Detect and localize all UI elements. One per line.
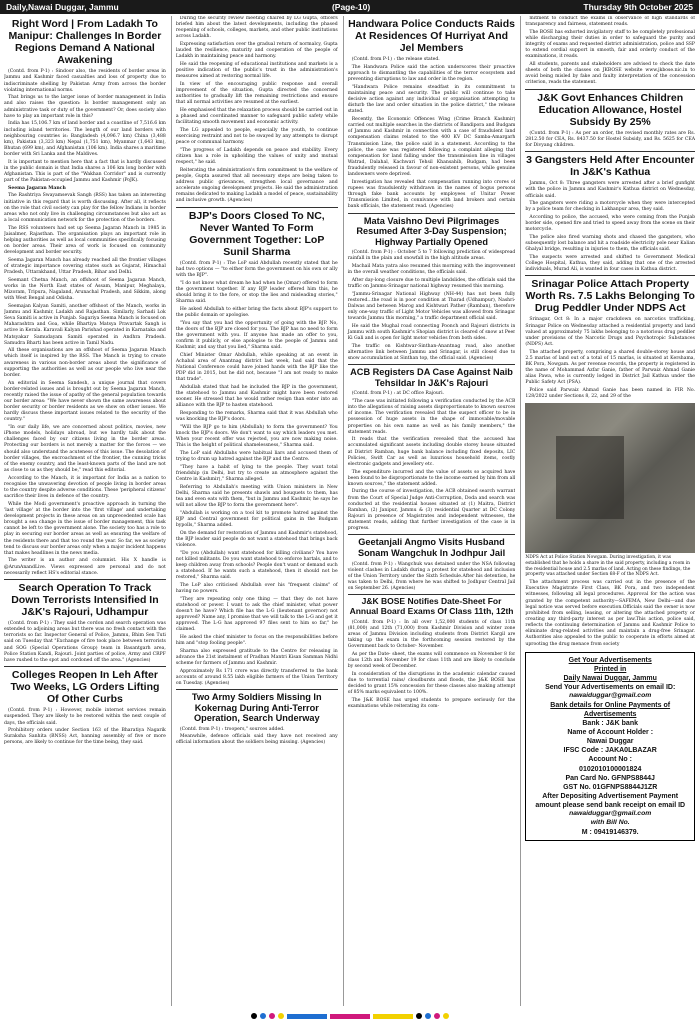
article-paragraph: (Contd. from P-1) : In all over 1,52,000 students of class 11th (81,000) and 12th (71,000) from Kashmir Division and winter zone areas of Jammu Division including students from District Kargil are taking up the exam in the forthcoming session restored by the Government back to October- November.	[347, 619, 516, 650]
article-paragraph: Reiterating the administration's firm commitment to the welfare of people, Gupta assured that all necessary steps are being taken to address public grievances, strengthen local governance and accelerate ongoing development projects. He said the administration remains dedicated to making Ladakh a model of peace, sustainability and inclusive growth. (Agencies)	[175, 167, 338, 204]
article-paragraph: The LG appealed to people, especially the youth, to continue exercising restraint and not to be swayed by any attempts to disrupt peace or communal harmony.	[175, 127, 338, 146]
article-paragraph: He said the Mughal road connecting Poonch and Rajouri districts in Jammu with south Kashmir's Shopian district is cleared of snow at Peer Ki Gali and is open for light motor vehicles from both sides.	[347, 323, 516, 342]
article-paragraph: Approximately Rs 171 crore was directly transferred to the bank accounts of around 8.55 lakh eligible farmers of the Union Territory on Tuesday. (Agencies)	[175, 668, 338, 686]
article-paragraph: Machail Mata yatra also resumed this morning with the improvement in the overall weather conditions, the officials said.	[347, 264, 516, 276]
ad-line: Daily Nawai Duggar, Jammu	[563, 674, 657, 682]
article-paragraph: "I do not know what dream he had when he (Omar) offered to form the government together. If any BJP leader offered him this, he should bring it to the fore, or stop the lies and misleading stories," Sharma said.	[175, 280, 338, 305]
article-paragraph: "They have a habit of lying to the people. They want total friendship (in Delhi, but try to create an atmosphere against the Centre in Kashmir)," Sharma alleged.	[175, 464, 338, 482]
masthead	[0, 0, 699, 14]
registration-dot	[251, 1013, 257, 1019]
article-paragraph: Responding to the remarks, Sharma said that it was Abdullah who was knocking the BJP's doors.	[175, 411, 338, 423]
article-paragraph: (Contd. from P-1) : However, mobile internet services remain suspended. They are likely to be restored within the next couple of days, the officials said.	[4, 708, 166, 726]
color-registration-strip	[0, 1008, 699, 1024]
article-paragraph: "The progress of Ladakh depends on peace and stability. Every citizen has a role in upholding the values of unity and mutual respect," he said.	[175, 147, 338, 166]
divider	[525, 151, 695, 152]
column-2	[171, 16, 338, 1006]
article-paragraph: The LoP said Abdullahs were habitual liars and accused them of trying to drum up hatred against the BJP and the Centre.	[175, 450, 338, 463]
divider	[176, 689, 338, 690]
article-paragraph: During the course of investigation, the ACB obtained search warrant from the Court of Special Judge Anti-Corruption, Doda and search was conducted at the residential houses situated at (1) Maitra, District Ramban, (2) Janipur, Jammu & (3) residential Quarter at DC Colony Rajouri in presence of Magistrates and independent witnesses, the statement reads, adding that further investigation of the case is in progress.	[347, 489, 516, 532]
headline-vaishno-devi[interactable]: Mata Vaishno Devi Pilgrimages Resumed After 3-Day Suspension; Highway Partially Opened	[356, 215, 507, 247]
ad-email[interactable]: nawaiduggar@gmail.com	[569, 692, 652, 700]
ad-line: Account No :	[588, 756, 632, 764]
article-paragraph: He asked Abdullah to either bring the facts about BJP's support to the public domain or apologise.	[175, 306, 338, 318]
ad-line: Bank details for Online Payments of Advertisements	[550, 701, 671, 718]
ad-line: Pan Card No. GFNPS8844J	[565, 774, 655, 782]
article-subheading: Seema Jagaran Manch	[8, 185, 66, 191]
photo-caption: NDPS Act at Police Station Nowgam. During investigation, it was established that he holds a share in the said property, including a room in the residential house and 2.5 marlas of land. Acting on these findings, the property was attached under Section 68-F of the NDPS Act.	[525, 555, 691, 578]
article-paragraph: The suspects were arrested and shifted to Government Medical College Hospital, Kathua, they said, adding that one of the arrested individuals, Murad Ali, is wanted in four cases in Kathua district.	[525, 254, 696, 273]
article-paragraph: Expressing satisfaction over the gradual return of normalcy, Gupta lauded the resilience, maturity and cooperation of the people of Ladakh in maintaining peace and harmony.	[175, 42, 338, 60]
article-paragraph: The J&K BOSE has urged students to prepare seriously for the examinations while reiterating its com-	[347, 698, 516, 710]
divider	[348, 213, 516, 214]
article-paragraph: As per the Date- sheet, the exams will commence on November 8 for class 12th and November 19 for class 11th and are likely to conclude by second week of December.	[347, 652, 516, 670]
article-paragraph: "They are repeating only one thing — that they do not have statehood or power. I want to ask the chief minister, what power doesn't he have? Which file has the L-G (lieutenant governor) not approved? Name any, I promise that we will talk to the L-G and get it approved. The L-G has approved 97 files sent to him so far," he claimed.	[175, 596, 338, 633]
newspaper-columns	[4, 16, 695, 1006]
article-paragraph: While the Modi government's proactive approach in turning the 'last village' at the border into the 'first village' and undertaking development projects in these areas on an unprecedented scale has brought a sea change in the issue of border management, this task cannot be left to the government alone. The society too has a role to play in securing our border areas as well as ensuring the welfare of the residents there and that too round the year. So far, we as society tend to discuss our border areas only when a major incident happens that makes headlines in the news media.	[4, 501, 166, 556]
article-paragraph: (Contd. from P-1) : As per an order, the revised monthly rates are Rs. 2812.50 for CEA, Rs. 8437.50 for Hostel Subsidy, and Rs. 5625 for CEA for Divyang children.	[525, 130, 696, 149]
article-paragraph: Prohibitory orders under Section 163 of the Bharatiya Nagarik Suraksha Sanhita (BNSS) Act, banning assembly of five or more persons, are likely to continue for the time being, they said.	[4, 728, 166, 746]
ad-phone: M : 09419146379.	[581, 828, 639, 836]
registration-dot	[269, 1013, 275, 1019]
article-paragraph: Police said Parwaiz Ahmad Ganie has been named in FIR No. 128/2022 under Sections 8, 22, and 29 of the	[525, 387, 696, 400]
article-paragraph: "You say that you had the opportunity of going with the BJP. No, the doors of the BJP are closed for you. The BJP has no need to form the government with you. If anyone has made an offer to you, confirm it publicly, or else apologise to the people of Jammu and Kashmir, and say that you lied," Sharma said.	[175, 320, 338, 351]
article-paragraph: The Handwara Police said the action underscores their proactive approach to dismantling the capabilities of the terror ecosystem and preventing disruptions to law and order in the region.	[347, 64, 516, 83]
divider	[525, 89, 695, 90]
article-paragraph: India has 15,106.7 km of land border and a coastline of 7,516.6 km including island territories. The length of our land borders with neighbouring countries is: Bangladesh (4,096.7 km) China (3,488 km), Pakistan (3,323 km) Nepal (1,751 km), Myanmar (1,643 km), Bhutan (699 km), and Afghanistan (106 km). India shares a maritime border with Sri Lanka and the Maldives.	[4, 121, 166, 158]
article-paragraph: (Contd. from P-1) : Wangchuk was detained under the NSA following violent clashes in Ladakh during a protest for statehood and inclusion of the Union Territory under the Sixth Schedule.After his detention, he was taken to Delhi, from where he was shifted to Jodhpur Central Jail on September 26. (Agencies)	[347, 561, 516, 592]
article-paragraph: Meanwhile, defence officials said they have not received any official information about the soldiers being missing. (Agencies)	[175, 734, 338, 746]
article-paragraph: An editorial in Seema Sandesh, a unique journal that covers border-related issues and is brought out by Seema Jagaran Manch, recently raised the issue of apathy of the general population towards our border areas: "We have never shown the same awareness about border security or border residents as we show on other issues. We hardly discuss these important issues related to the security of the country."	[4, 380, 166, 423]
ad-line: 0102010100001824	[579, 765, 642, 773]
article-paragraph: The gangsters were riding a motorcycle when they were intercepted by a police team for checking in Lakhanpur area, they said.	[525, 201, 696, 213]
headline-colleges-reopen[interactable]: Colleges Reopen In Leh After Two Weeks, LG Orders Lifting Of Other Curbs	[10, 669, 160, 706]
article-paragraph: All students, parents and stakeholders are advised to check the date sheets of both the classes on JKBOSE website www.jkbose.nic.in to avoid being misled by fake and faulty interpretation of the concession criterion, reads the statement.	[525, 61, 696, 86]
divider	[4, 579, 166, 580]
article-paragraph: Seemajan Kalyan Samiti, another offshoot of the Manch, works in Jammu and Kashmir, Ladakh and Rajasthan. Similarly, Sarhadi Lok Seva Samiti is active in Punjab. Sagariya Seema Manch is focused on Maharashtra and Goa, while Bhartiya Matsya Pravartak Sangh is active in Kerala. Karavali Kalyan Parishad operated in Karnataka and Matsyakar Samudayam Samiti operated in Andhra Pradesh. Samudra Bharti has been active in Tamil Nadu.	[4, 303, 166, 346]
article-paragraph: According to the Manch, it is important for India as a nation to recognise the unwavering devotion of people living in border areas to the country despite adverse conditions. These 'peripheral citizens' sacrifice their lives in defence of the country.	[4, 475, 166, 500]
article-paragraph: The attached property, comprising a shared double-storey house and 2.5 marlas of land out of a total of 15 marlas, is situated at Kershama, BK Pora, Nowgam. As per revenue records, the property is registered in the name of Mohammad Azfar Ganie, father of Parwaiz Ahmad Ganie alias Pawa, who is currently lodged in District Jail Kathua under the Public Safety Act (PSA).	[525, 349, 696, 386]
article-paragraph: "Jammu-Srinagar National Highway (NH-44) has not been fully restored...the road is in poor condition at Tharad (Udhampur), Nashri-Dalwas and between Marog and Kishtwari Pather (Ramban), therefore only one-way traffic of Light Motor Vehicles was allowed from Srinagar towards Jammu this morning," a traffic department official said.	[347, 291, 516, 322]
article-paragraph: (Contd. from P-1) : They said the cordon and search operation was extended to adjoining areas but there was no fresh contact with the terrorists so far. Inspector General of Police, Jammu, Bhim Sen Tuti said on Tuesday that "Exchange of fire took place between terrorists and SOG (Special Operations Group) team in Basantgarh area, Police Station Kandi, Rajouri. Joint parties of police, Army and CRPF have rushed to the spot and cordoned off the area." (Agencies)	[4, 621, 166, 663]
article-paragraph: Seemant Chetna Manch, an offshoot of Seema Jagaran Manch, works in the North East states of Assam, Manipur, Meghalaya, Mizoram, Tripura, Nagaland, Arunachal Pradesh, and Sikkim, along with West Bengal and Odisha.	[4, 277, 166, 302]
registration-bar	[330, 1014, 370, 1019]
article-paragraph: The police also fired warning shots and chased the gangsters, who subsequently lost balance and hit a roadside electricity pole near Kalian Ghalyal bridge, resulting in injuries to them, the officials said.	[525, 234, 696, 253]
article-paragraph: "Will the BJP go to him (Abdullah) to form the government? You knock the BJP's doors. We don't want to say which leaders you met. When your recent offer was rejected, you are now making noise. This is the height of political shamelessness," Sharma said.	[175, 424, 338, 449]
article-paragraph: (Contd. from P-1) : The LoP said Abdullah recently stated that he had two options — "to either form the government on his own or ally with the BJP".	[175, 260, 338, 279]
article-paragraph: The BOSE has exhorted invigilatory staff to be completely professional while discharging their duties in order to safeguard the purity and integrity of exams and requested district administration, police and SSP to extend cordial support in smooth, fair and orderly conduct of the examinations, it reads.	[525, 29, 696, 60]
article-paragraph: He emphasised that the relaxation process should be carried out in a phased and coordinated manner to safeguard public safety while facilitating smooth movement and economic activity.	[175, 107, 338, 126]
article-paragraph: In view of the encouraging public response and overall improvement of the situation, Gupta directed the concerned authorities to gradually lift the remaining restrictions and ensure that all normal activities are resumed at the earliest.	[175, 81, 338, 106]
article-paragraph: Sharma also expressed gratitude to the Centre for releasing in advance the 21st instalment of Pradhan Mantri Kisan Samman Nidhi scheme for farmers of Jammu and Kashmir.	[175, 648, 338, 666]
ad-line: After Depositing Advertisement Payment amount please send bank receipt on email ID	[535, 792, 686, 809]
headline-right-word[interactable]: Right Word | From Ladakh To Manipur: Challenges In Border Regions Demand A National Awakening	[8, 18, 162, 67]
article-paragraph: "Handwara Police remains steadfast in its commitment to maintaining peace and security. The public will continue to take decisive action against any individual or organisation attempting to disturb the law and order situation in the police district," the release stated.	[347, 84, 516, 115]
article-paragraph: He said the reopening of educational institutions and markets is a positive indication of the public's trust in the administration's measures aimed at restoring normal life.	[175, 61, 338, 80]
ad-line: Printed in	[594, 665, 627, 673]
column-3	[343, 16, 516, 1006]
article-paragraph: It reads that the verification revealed that the accused has accumulated significant assets including double storey house situated at District Ramban, huge bank balance including fixed deposits, LIC Policies, Swift Car as well as luxurious household items, costly electronic gadgets and jewellery etc.	[347, 437, 516, 467]
article-paragraph: Jammu, Oct 8: Three gangsters were arrested after a brief gunfight with the police in Jammu and Kashmir's Kathua district on Wednesday, officials said.	[525, 181, 696, 199]
article-paragraph: In consideration of the disruptions in the academic calendar caused due to torrential rains/ cloudbursts and floods, the J&K BOSE has decided to grant 15% concession for these classes also making attempt of 85% marks equivalent to 100%.	[347, 671, 516, 696]
article-paragraph: Chief Minister Omar Abdullah, while speaking at an event in Achabal area of Anantnag district last week, had said that the National Conference could have joined hands with the BJP like the PDP did in 2015, but he did not, because "I am not ready to make that trade".	[175, 352, 338, 383]
advertisement-box	[525, 652, 695, 841]
article-paragraph: (Contd. from P-1) : October 5 to 7 following prediction of widespread rainfall in the plain and snowfall in the high altitude areas.	[347, 250, 516, 262]
ad-line: Nawai Duggar	[586, 738, 634, 746]
article-paragraph: It is important to mention here that a fact that is hardly discussed in the public domain is that India shares a 106 km long border with Afghanistan. This is part of the "Wakhan Corridor" and is currently part of the Pakistan-occupied Jammu and Kashmir (PoJK).	[4, 159, 166, 184]
registration-bar	[373, 1014, 413, 1019]
divider	[4, 666, 166, 667]
headline-srinagar-property[interactable]: Srinagar Police Attach Property Worth Rs. 7.5 Lakhs Belonging To Drug Peddler Under NDPS Act	[525, 278, 695, 315]
article-paragraph: On the demand for restoration of Jammu and Kashmir's statehood, the BJP leader said people do not want a statehood that brings back violence.	[175, 530, 338, 548]
registration-dot	[416, 1013, 422, 1019]
article-paragraph: That brings us to the larger issue of border management in India and also raises the question: Is border management only an administrative task or duty of the government? Or, does society also have to play an important role in this?	[4, 95, 166, 119]
article-paragraph: Referring to Abdullah's meeting with Union ministers in New Delhi, Sharma said he presents shawls and bouquets to them, has tea and even eats with them, "but in Jammu and Kashmir, he says he will not allow the BJP to form the government here".	[175, 484, 338, 509]
registration-dot	[278, 1013, 284, 1019]
article-paragraph: "In our daily life, we are concerned about politics, movies, new iPhone models, holidays abroad, but we hardly talk about the challenges faced by our citizens living in the border areas. Protecting our borders is not merely a matter for the forces — we should also understand the acuteness of this issue. The desolation of border villages, the encroachment of the frontier, the cunning tricks of the enemy country, and the least-known parts of the land are not as close to us as they should be," read this editorial.	[4, 424, 166, 473]
article-paragraph: (Contd. from P-1) : troopers," sources added.	[179, 726, 285, 732]
article-paragraph: Investigation has revealed that compensation running into crores of rupees was fraudulently withdrawn in the names of bogus persons through fake bank accounts by employees of Unitar Power Transmission Limited, in connivance with land brokers and certain bank officials, the statement read. (Agencies)	[347, 179, 516, 210]
registration-dot	[434, 1013, 440, 1019]
article-paragraph: The expenditure incurred and the value of assets so acquired have been found to be disproportionate to the income earned by him from all known sources," the statement added.	[347, 469, 516, 487]
headline-bjp-doors-closed[interactable]: BJP's Doors Closed To NC, Never Wanted To Form Government Together: LoP Sunil Sharma	[188, 209, 325, 258]
ad-line: Send Your Advertisements on email ID:	[545, 683, 676, 691]
article-paragraph: The RSS volunteers had set up Seema Jagaran Manch in 1985 in Jaisalmer, Rajasthan. The organisation plays an important role in helping authorities as well as local communities specifically focusing on border areas. Their area of work is focused on community development and border security.	[4, 225, 166, 256]
article-paragraph: mitment to conduct the exams in observance of high standards of transparency and fairness, statement reads.	[525, 16, 696, 28]
article-paragraph: "The case was initiated following a verification conducted by the ACB into the allegations of raising assets disproportionate to known sources of income. The verification revealed that the suspect officer to be in possession of huge assets in the shape of immovable/movable properties on his own name as well as his family members," the statement reads.	[347, 398, 516, 435]
article-paragraph: He asked the chief minister to focus on the responsibilities before him and "stop fooling people".	[175, 634, 338, 646]
article-paragraph: The writer is an author and columnist. His X handle is @ArunAnandLive. Views expressed are personal and do not necessarily reflect HS's editorial stance.	[4, 558, 166, 576]
ad-line: Bank : J&K bank	[582, 720, 638, 728]
article-paragraph: The traffic on Kishtwar-Sinthan-Anantnag road, also another alternative link between Jammu and Srinagar, is still closed due to snow accumulation at Sinthan top, the official said. (Agencies)	[347, 343, 516, 362]
article-paragraph: All these organisations are an offshoot of Seema Jagaran Manch which itself is inspired by the RSS. The Manch is trying to create awareness in various non-border areas about the significance of supporting the authorities as well as our people who live near the border.	[4, 348, 166, 378]
article-paragraph: After day-long closure due to multiple landslides, the officials said the traffic on Jammu-Srinagar national highway resumed this morning.	[347, 277, 516, 289]
ad-email[interactable]: nawaiduggar@gmail.com	[569, 810, 652, 818]
headline-search-operation[interactable]: Search Operation To Track Down Terrorists Intensified In J&K's Rajouri, Udhampur	[11, 581, 159, 618]
article-paragraph: The LoP also criticised Abdullah over his "frequent claims" of having no powers.	[175, 582, 338, 594]
divider	[525, 275, 695, 276]
ad-line: Name of Account Holder :	[567, 729, 654, 737]
column-1	[4, 16, 166, 1006]
article-paragraph: The Rashtriya Swayamsevak Sangh (RSS) has taken an interesting initiative in this regard that is worth discussing. After all, it reflects on the role that civil society can play for the fellow Indians in border areas who not only live in challenging circumstances but also act as a local communication network for the protection of the borders.	[4, 193, 166, 223]
article-paragraph: "Abdullah is working on a tool kit to promote hatred against the BJP and Central government for political gains in the Budgam bypolls," Sharma added.	[175, 510, 338, 528]
ad-line: IFSC Code : JAKA0LBAZAR	[563, 747, 657, 755]
ad-line: Get Your Advertisements	[568, 656, 652, 664]
ad-line: GST No. 01GFNPS8844J1ZR	[563, 783, 658, 791]
divider	[348, 594, 516, 595]
article-paragraph: "Do you (Abdullah) want statehood for killing civilians? You have not killed militants. Do you want statehood to enforce hartals, and to keep children away from schools? People don't want or demand such a statehood. If he wants such a statehood, then it should not be restored," Sharma said.	[175, 550, 338, 581]
article-paragraph: (Contd. from P-1) : at DC office Rajouri.	[351, 391, 445, 397]
article-paragraph: Recently, the Economic Offences Wing (Crime Branch Kashmir) carried out multiple searches in the districts of Bandipora and Budgam of Jammu and Kashmir in connection with a case of fraudulent land compensation claims related to the 400 KV DC Samba-Amargarh Transmission Line, the police said in a statement. According to the police, the case was registered following a complaint alleging that compensation for land falling under the transmission line in villages Watrad, Dalahal, Kachwari Tehsil Khansahib, Budgam, had been fraudulently released in favour of non-existent persons, while genuine landowners were deprived.	[347, 116, 516, 178]
article-paragraph: (Contd. from P-1) : Sindoor also, the residents of border areas in Jammu and Kashmir faced casualties and loss of property due to indiscriminate shelling by Pakistan Army from across the border violating international norms.	[4, 69, 166, 93]
divider	[348, 534, 516, 535]
masthead-paper-name: Daily,Nawai Duggar, Jammu	[6, 2, 119, 12]
masthead-date: Thursday 9th October 2025	[583, 2, 693, 12]
divider	[176, 207, 338, 208]
headline-bose-datesheet[interactable]: J&K BOSE Notifies Date-Sheet For Annual Board Exams Of Class 11th, 12th	[349, 596, 514, 617]
headline-gangsters-held[interactable]: 3 Gangsters Held After Encounter In J&K's Kathua	[526, 154, 695, 179]
article-paragraph: During the security review meeting chaired by LG Gupta, officers briefed him about the latest developments, including the phased reopening of schools, colleges, markets, and other public institutions across Ladakh.	[175, 16, 338, 40]
registration-dot	[260, 1013, 266, 1019]
article-paragraph: According to police, the accused, who were coming from the Punjab border side, opened fire and tried to speed away from the scene on their motorcycle.	[525, 214, 696, 233]
registration-bar	[287, 1014, 327, 1019]
headline-education-allowance[interactable]: J&K Govt Enhances Children Education Allowance, Hostel Subsidy By 25%	[537, 91, 684, 128]
news-photo	[525, 403, 695, 553]
headline-acb-da-case[interactable]: ACB Registers DA Case Against Naib Tehsildar In J&K's Rajouri	[350, 367, 513, 388]
registration-dot	[443, 1013, 449, 1019]
divider	[348, 364, 516, 365]
headline-army-soldiers-missing[interactable]: Two Army Soldiers Missing In Kokernag During Anti-Terror Operation, Search Underway	[191, 691, 322, 724]
article-paragraph: (Contd. from P-1) : the release stated.	[351, 57, 440, 63]
article-paragraph: Abdullah stated that had he included the BJP in the government, the statehood to Jammu and Kashmir might have been restored sooner. He stressed that he would rather resign than enter into an alliance with the BJP to hasten statehood.	[175, 385, 338, 409]
ad-line: with Bill No.	[590, 818, 630, 826]
article-paragraph: Srinagar, Oct 8: In a major crackdown on narcotics trafficking, Srinagar Police on Wednesday attached a residential property and land valued at approximately 75 lakhs belonging to a notorious drug peddler under provisions of the Narcotic Drugs and Psychotropic Substances (NDPS) Act.	[525, 317, 696, 347]
registration-dot	[425, 1013, 431, 1019]
article-paragraph: The attachment process was carried out in the presence of the Executive Magistrate First Class, BK Pora, and two independent witnesses, following all legal procedures. Approval for the action was granted by the competent authority—SAFEMA, New Delhi—and due legal notice was served before execution.Officials said the owner is now prohibited from selling, leasing, or altering the attached property or creating any third-party interest as per law.This action, police said, reflects the continuing determination of Jammu and Kashmir Police to eliminate drug-related activities and maintain a drug-free Srinagar. Authorities also appealed to the public to cooperate in efforts aimed at uprooting the drug menace from society	[525, 580, 696, 647]
article-paragraph: Seema Jagaran Manch has already reached all the frontier villages of strategic importance covering states such as Gujarat, Himachal Pradesh, Uttarakhand, Uttar Pradesh, Bihar and Delhi.	[4, 257, 166, 276]
headline-handwara-police[interactable]: Handwara Police Conducts Raids At Residences Of Hurriyat And Jel Members	[348, 18, 515, 55]
headline-geetanjali-angmo[interactable]: Geetanjali Angmo Visits Husband Sonam Wangchuk In Jodhpur Jail	[357, 537, 506, 559]
masthead-page-number: (Page-10)	[331, 2, 371, 12]
column-4	[520, 16, 695, 1006]
